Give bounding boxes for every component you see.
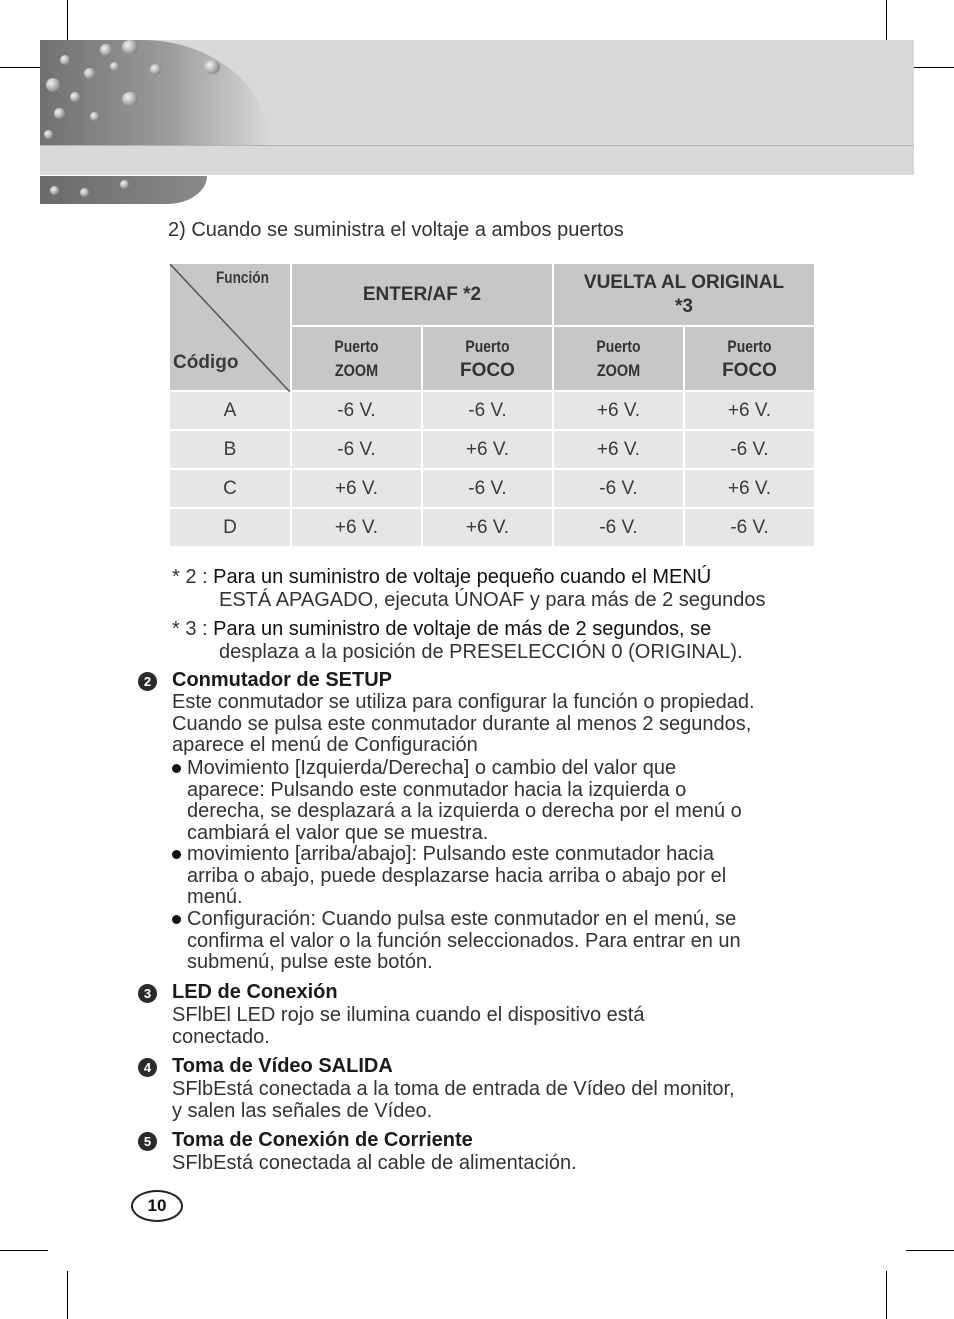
water-drop-icon (54, 108, 65, 119)
subheader-line1: Puerto (596, 336, 641, 356)
cell-value: -6 V. (423, 392, 552, 429)
footnote-line2: desplaza a la posición de PRESELECCIÓN 0 (ORIGINAL). (219, 641, 743, 663)
cell-value: +6 V. (554, 431, 683, 468)
bullet-line: derecha, se desplazará a la izquierda o derecha por el menú o (187, 800, 742, 823)
subheader-cell (554, 327, 683, 390)
corner-label-codigo: Código (173, 352, 239, 373)
table-row (170, 431, 814, 468)
cell-value: -6 V. (292, 392, 421, 429)
bullet-line: cambiará el valor que se muestra. (187, 822, 489, 845)
header-enter-af (292, 264, 552, 325)
crop-mark (886, 1271, 887, 1319)
water-drop-icon (100, 44, 112, 56)
table-row (170, 392, 814, 429)
bullet-line: menú. (187, 886, 243, 909)
table-row (170, 470, 814, 507)
section-title: Conmutador de SETUP (172, 669, 393, 691)
body-line: y salen las señales de Vídeo. (172, 1099, 433, 1122)
section-title: Toma de Vídeo SALIDA (172, 1055, 393, 1077)
body-line: conectado. (172, 1025, 270, 1048)
bullet-line: confirma el valor o la función seleccionados. Para entrar en un (187, 929, 741, 952)
bullet-item (172, 909, 822, 974)
body-line: SFlbEstá conectada al cable de alimentación. (172, 1152, 577, 1174)
footnote-marker: * 2 : (172, 566, 208, 588)
section-body (172, 1079, 832, 1122)
bullet-dot-icon (172, 915, 181, 924)
subheader-line2: FOCO (460, 359, 515, 381)
crop-mark (67, 1271, 68, 1319)
bullet-item (172, 758, 822, 845)
water-drop-icon (122, 92, 138, 106)
section-body (172, 692, 832, 757)
voltage-table (168, 262, 816, 548)
bullet-line: aparece: Pulsando este conmutador hacia la izquierda o (187, 778, 687, 801)
water-drop-icon (110, 62, 119, 71)
row-code: D (170, 509, 290, 546)
footnote (172, 566, 766, 612)
water-drop-icon (46, 78, 60, 92)
water-drop-icon (122, 40, 138, 54)
section-body (172, 1153, 832, 1175)
page-number: 10 (131, 1190, 183, 1222)
intro-text: 2) Cuando se suministra el voltaje a ambos puertos (168, 219, 624, 241)
bullet-line: submenú, pulse este botón. (187, 951, 433, 974)
section-number-badge: 4 (138, 1058, 157, 1077)
row-code: C (170, 470, 290, 507)
cell-value: -6 V. (554, 509, 683, 546)
cell-value: +6 V. (685, 470, 814, 507)
footnote (172, 618, 743, 664)
row-code: A (170, 392, 290, 429)
footnote-line1: Para un suministro de voltaje de más de 2 segundos, se (213, 618, 712, 640)
bullet-line: arriba o abajo, puede desplazarse hacia arriba o abajo por el (187, 864, 727, 887)
subheader-line2: ZOOM (334, 360, 379, 380)
crop-mark (0, 1250, 48, 1251)
cell-value: +6 V. (423, 431, 552, 468)
water-drop-icon (80, 188, 89, 197)
subheader-cell (423, 327, 552, 390)
cell-value: +6 V. (292, 509, 421, 546)
cell-value: -6 V. (685, 509, 814, 546)
subheader-line1: Puerto (465, 336, 510, 356)
section-title: LED de Conexión (172, 981, 338, 1003)
corner-label-funcion: Función (216, 268, 269, 287)
body-line: aparece el menú de Configuración (172, 734, 478, 757)
cell-value: -6 V. (292, 431, 421, 468)
cell-value: -6 V. (554, 470, 683, 507)
water-drop-icon (60, 55, 70, 65)
section-number-badge: 2 (138, 672, 157, 691)
subheader-cell (292, 327, 421, 390)
cell-value: +6 V. (554, 392, 683, 429)
water-drop-icon (50, 186, 59, 195)
water-drop-icon (90, 112, 99, 121)
header-vuelta-line2: *3 (675, 295, 693, 317)
cell-value: +6 V. (292, 470, 421, 507)
table-row (170, 509, 814, 546)
bullet-dot-icon (172, 764, 181, 773)
header-divider (40, 145, 914, 146)
subheader-line2: FOCO (722, 359, 777, 381)
section-number-badge: 5 (138, 1132, 157, 1151)
header-vuelta-line1: VUELTA AL ORIGINAL (583, 271, 785, 293)
body-line: Cuando se pulsa este conmutador durante al menos 2 segundos, (172, 712, 752, 735)
bullet-line: movimiento [arriba/abajo]: Pulsando este conmutador hacia (187, 843, 714, 865)
row-code: B (170, 431, 290, 468)
water-drop-icon (84, 68, 95, 79)
subheader-cell (685, 327, 814, 390)
bullet-line: Movimiento [Izquierda/Derecha] o cambio del valor que (187, 757, 677, 779)
section-body (172, 1005, 832, 1048)
body-line: Este conmutador se utiliza para configurar la función o propiedad. (172, 691, 755, 713)
table-corner-cell (170, 264, 290, 390)
cell-value: -6 V. (685, 431, 814, 468)
section-number-badge: 3 (138, 984, 157, 1003)
water-drop-icon (150, 64, 161, 75)
cell-value: -6 V. (423, 470, 552, 507)
body-line: SFlbEstá conectada a la toma de entrada de Vídeo del monitor, (172, 1078, 735, 1100)
body-line: SFlbEl LED rojo se ilumina cuando el dispositivo está (172, 1004, 645, 1026)
cell-value: +6 V. (685, 392, 814, 429)
section-title: Toma de Conexión de Corriente (172, 1129, 473, 1151)
footnote-line1: Para un suministro de voltaje pequeño cuando el MENÚ (213, 566, 712, 588)
water-drop-icon (70, 92, 80, 102)
header-enter-af-label: ENTER/AF *2 (362, 283, 482, 305)
bullet-item (172, 844, 822, 909)
water-drop-icon (204, 60, 220, 74)
subheader-line1: Puerto (334, 336, 379, 356)
bullet-line: Configuración: Cuando pulsa este conmutador en el menú, se (187, 908, 737, 930)
cell-value: +6 V. (423, 509, 552, 546)
subheader-line2: ZOOM (596, 360, 641, 380)
bullet-dot-icon (172, 850, 181, 859)
footnote-marker: * 3 : (172, 618, 208, 640)
crop-mark (906, 1250, 954, 1251)
subheader-line1: Puerto (727, 336, 772, 356)
water-drop-icon (44, 130, 53, 139)
header-vuelta-original (554, 264, 814, 325)
footnote-line2: ESTÁ APAGADO, ejecuta ÚNOAF y para más de 2 segundos (219, 589, 766, 611)
water-drop-icon (120, 180, 129, 189)
